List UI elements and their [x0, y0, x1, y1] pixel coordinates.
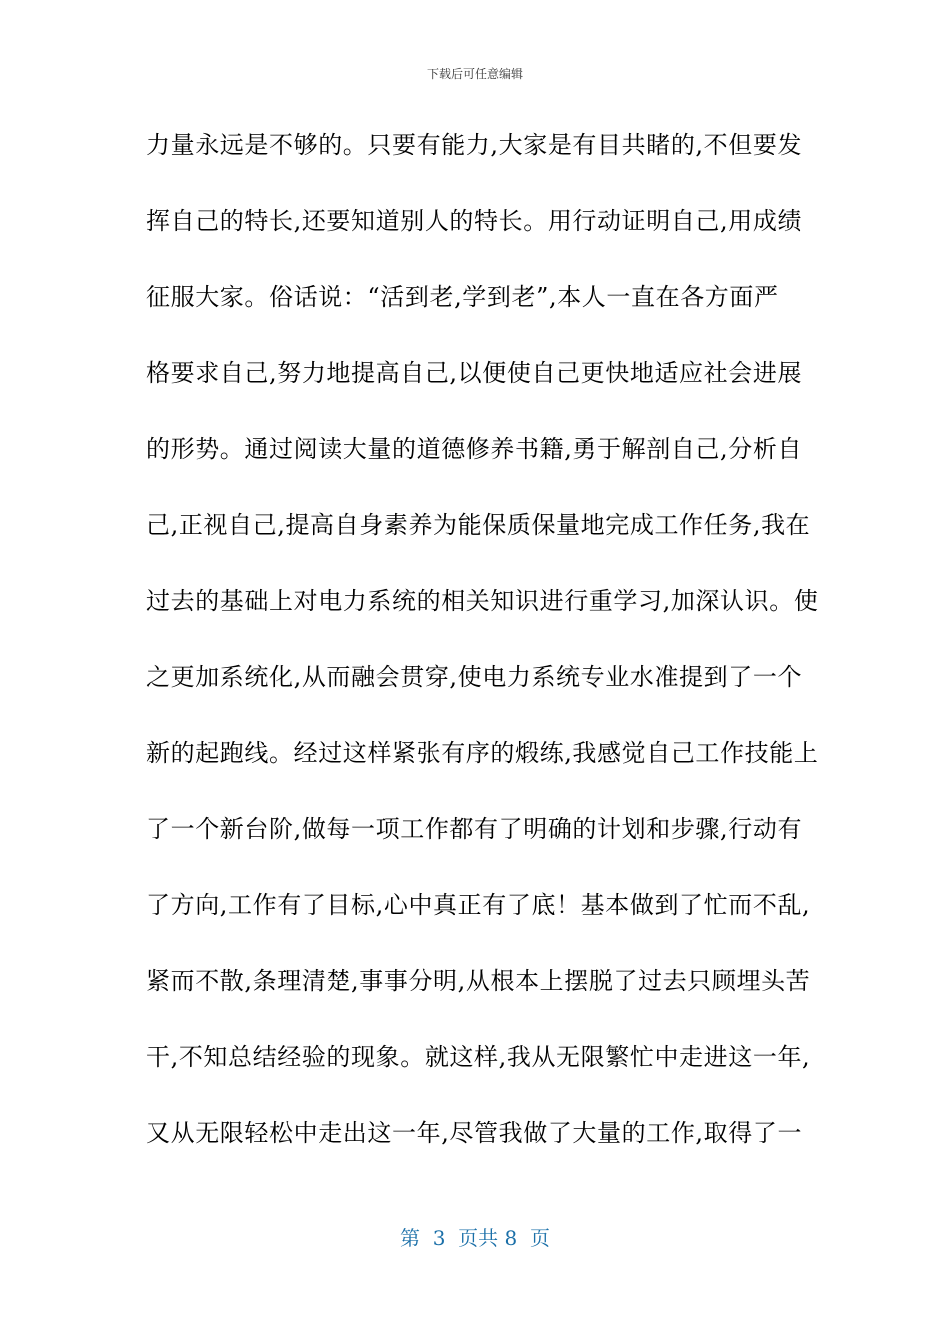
text-line: 格要求自己,努力地提高自己,以便使自己更快地适应社会进展 [146, 359, 803, 387]
document-body [146, 118, 819, 1182]
text-line: 紧而不散,条理清楚,事事分明,从根本上摆脱了过去只顾埋头苦 [146, 967, 811, 995]
page-header-note: 下载后可任意编辑 [426, 67, 523, 81]
text-line: 了一个新台阶,做每一项工作都有了明确的计划和步骤,行动有 [146, 815, 803, 843]
text-line: 过去的基础上对电力系统的相关知识进行重学习,加深认识。使 [146, 587, 819, 615]
text-line: 干,不知总结经验的现象。就这样,我从无限繁忙中走进这一年, [146, 1043, 811, 1071]
text-line: 征服大家。俗话说：“活到老,学到老”,本人一直在各方面严 [146, 283, 779, 311]
text-line: 又从无限轻松中走出这一年,尽管我做了大量的工作,取得了一 [146, 1119, 803, 1147]
text-line: 的形势。通过阅读大量的道德修养书籍,勇于解剖自己,分析自 [146, 435, 803, 463]
text-line: 力量永远是不够的。只要有能力,大家是有目共睹的,不但要发 [146, 131, 803, 159]
text-line: 之更加系统化,从而融会贯穿,使电力系统专业水准提到了一个 [146, 663, 803, 691]
text-line: 新的起跑线。经过这样紧张有序的煅练,我感觉自己工作技能上 [146, 739, 819, 767]
page-number-footer: 第 3 页共 8 页 [400, 1226, 550, 1250]
text-line: 挥自己的特长,还要知道别人的特长。用行动证明自己,用成绩 [146, 207, 803, 235]
text-line: 了方向,工作有了目标,心中真正有了底！基本做到了忙而不乱, [146, 891, 811, 919]
text-line: 己,正视自己,提高自身素养为能保质保量地完成工作任务,我在 [146, 511, 811, 539]
